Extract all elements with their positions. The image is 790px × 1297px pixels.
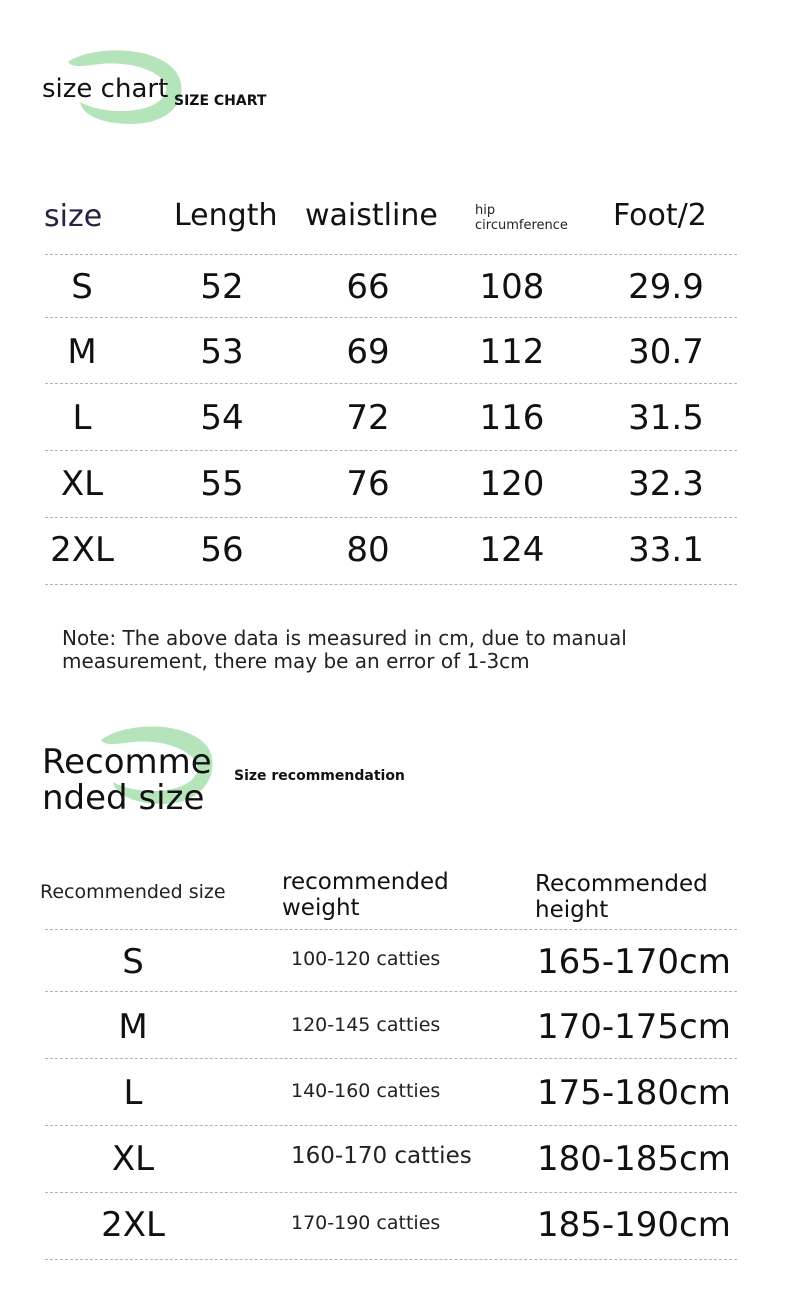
row-size: S (71, 267, 93, 307)
row-foot: 30.7 (628, 332, 704, 372)
header-waistline: waistline (305, 198, 438, 233)
rec-row-weight: 120-145 catties (291, 1014, 441, 1036)
row-length: 52 (200, 267, 244, 307)
row-foot: 31.5 (628, 398, 704, 438)
header-weight-line2: weight (282, 895, 360, 921)
measurement-note (62, 627, 702, 673)
header-size: size (44, 199, 103, 234)
rec-row-size: M (118, 1007, 148, 1047)
rec-row-weight: 170-190 catties (291, 1212, 441, 1234)
row-hip: 120 (479, 464, 545, 504)
rec-row-weight: 160-170 catties (291, 1143, 472, 1169)
header-weight-line1: recommended (282, 869, 449, 895)
rec-row-size: 2XL (101, 1205, 165, 1245)
note-line1: Note: The above data is measured in cm, due to manual (62, 626, 627, 650)
row-hip: 124 (479, 530, 545, 570)
recommended-title-line1: Recomme (42, 742, 212, 782)
rec-row-height: 180-185cm (537, 1139, 731, 1179)
rec-row-weight: 140-160 catties (291, 1080, 441, 1102)
recommended-title-line2: nded size (42, 778, 205, 818)
header-hip-circumference (475, 203, 568, 233)
note-line2: measurement, there may be an error of 1-3cm (62, 649, 530, 673)
row-waist: 72 (346, 398, 390, 438)
header-recommended-size: Recommended size (40, 881, 226, 903)
row-hip: 108 (479, 267, 545, 307)
divider (45, 450, 737, 451)
divider (45, 1192, 737, 1193)
rec-row-size: XL (111, 1139, 155, 1179)
divider (45, 383, 737, 384)
divider (45, 929, 737, 930)
divider (45, 991, 737, 992)
rec-row-height: 185-190cm (537, 1205, 731, 1245)
header-height-line1: Recommended (535, 871, 708, 897)
divider (45, 1259, 737, 1260)
rec-row-size: S (122, 942, 144, 982)
row-waist: 69 (346, 332, 390, 372)
header-length: Length (174, 198, 278, 233)
row-length: 54 (200, 398, 244, 438)
row-size: M (67, 332, 97, 372)
size-recommendation-subtitle: Size recommendation (234, 768, 405, 784)
rec-row-weight: 100-120 catties (291, 948, 441, 970)
divider (45, 317, 737, 318)
rec-row-height: 175-180cm (537, 1073, 731, 1113)
row-foot: 33.1 (628, 530, 704, 570)
divider (45, 1125, 737, 1126)
header-foot: Foot/2 (613, 198, 707, 233)
header-hip-line2: circumference (475, 218, 568, 233)
row-waist: 80 (346, 530, 390, 570)
row-length: 56 (200, 530, 244, 570)
header-height-line2: height (535, 897, 609, 923)
size-chart-subtitle: SIZE CHART (174, 93, 267, 109)
row-size: 2XL (50, 530, 114, 570)
row-hip: 116 (479, 398, 545, 438)
header-hip-line1: hip (475, 203, 496, 218)
header-recommended-weight (282, 869, 449, 921)
divider (45, 1058, 737, 1059)
row-foot: 32.3 (628, 464, 704, 504)
size-chart-title: size chart (42, 74, 169, 104)
row-length: 53 (200, 332, 244, 372)
divider (45, 254, 737, 255)
recommended-size-title (42, 744, 212, 816)
header-recommended-height (535, 871, 708, 923)
row-waist: 76 (346, 464, 390, 504)
row-size: XL (60, 464, 104, 504)
rec-row-size: L (123, 1073, 143, 1113)
row-size: L (72, 398, 92, 438)
row-length: 55 (200, 464, 244, 504)
row-hip: 112 (479, 332, 545, 372)
row-foot: 29.9 (628, 267, 704, 307)
divider (45, 517, 737, 518)
rec-row-height: 170-175cm (537, 1007, 731, 1047)
divider (45, 584, 737, 585)
row-waist: 66 (346, 267, 390, 307)
rec-row-height: 165-170cm (537, 942, 731, 982)
